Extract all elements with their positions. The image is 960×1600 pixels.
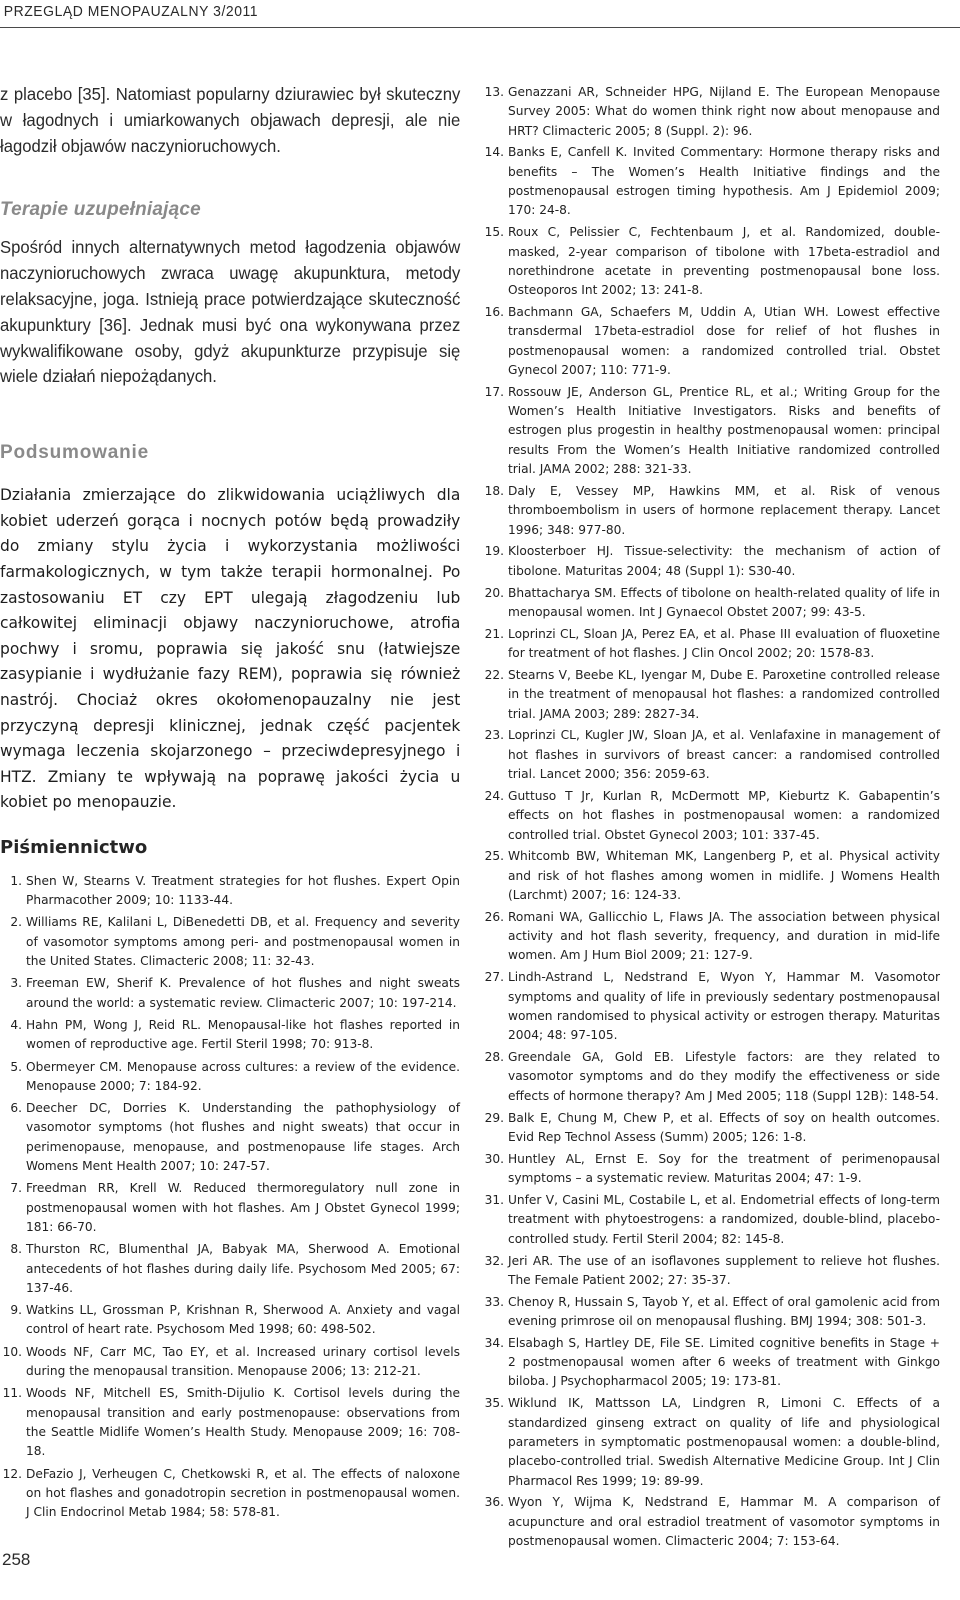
reference-number: 31.	[484, 1193, 504, 1208]
reference-number: 21.	[484, 626, 504, 641]
reference-number: 19.	[484, 544, 504, 559]
reference-text: Stearns V, Beebe KL, Iyengar M, Dube E. Paroxetine controlled release in the treatment of menopausal hot flashes: a randomized controlled trial. JAMA 2003; 289: 2827-34.	[508, 667, 940, 721]
reference-number: 17.	[484, 384, 504, 399]
reference-number: 11.	[2, 1386, 22, 1401]
reference-number: 27.	[484, 970, 504, 985]
reference-text: Lindh-Astrand L, Nedstrand E, Wyon Y, Hammar M. Vasomotor symptoms and quality of life in previously sedentary postmenopausal women randomised to physical activity or estrogen therapy. Maturitas 2004; 48: 97-105.	[508, 970, 940, 1043]
left-column	[0, 82, 460, 1525]
reference-text: Romani WA, Gallicchio L, Flaws JA. The association between physical activity and hot flash severity, frequency, and duration in mid-life women. Am J Hum Biol 2009; 21: 127-9.	[508, 909, 940, 963]
reference-item	[0, 872, 460, 911]
reference-item	[482, 482, 940, 540]
reference-item	[482, 1109, 940, 1148]
reference-item	[482, 666, 940, 724]
reference-text: Balk E, Chung M, Chew P, et al. Effects of soy on health outcomes. Evid Rep Technol Assess (Summ) 2005; 126: 1-8.	[508, 1110, 940, 1144]
intro-paragraph: z placebo [35]. Natomiast popularny dziurawiec był skuteczny w łagodnych i umiarkowanych objawach depresji, ale nie łagodził objawów naczynioruchowych.	[0, 84, 461, 156]
reference-number: 32.	[484, 1253, 504, 1268]
reference-number: 34.	[484, 1335, 504, 1350]
reference-number: 4.	[10, 1017, 22, 1032]
reference-item	[0, 974, 460, 1013]
reference-text: DeFazio J, Verheugen C, Chetkowski R, et al. The effects of naloxone on hot flashes and gonadotropin secretion in postmenopausal women. J Clin Endocrinol Metab 1984; 58: 578-81.	[26, 1466, 460, 1520]
reference-text: Loprinzi CL, Sloan JA, Perez EA, et al. Phase III evaluation of fluoxetine for treatment of hot flashes. J Clin Oncol 2002; 20: 1578-83.	[508, 626, 940, 661]
reference-text: Loprinzi CL, Kugler JW, Sloan JA, et al. Venlafaxine in management of hot flashes in survivors of breast cancer: a randomised controlled trial. Lancet 2000; 356: 2059-63.	[508, 728, 940, 782]
reference-item	[482, 847, 940, 905]
reference-item	[482, 383, 940, 479]
reference-number: 23.	[484, 728, 504, 743]
reference-number: 22.	[484, 667, 504, 682]
reference-number: 28.	[484, 1050, 504, 1065]
reference-item	[482, 787, 940, 845]
references-heading: Piśmiennictwo	[0, 836, 148, 858]
reference-text: Genazzani AR, Schneider HPG, Nijland E. The European Menopause Survey 2005: What do women think right now about menopause and HRT? Climacteric 2005; 8 (Suppl. 2): 96.	[508, 85, 940, 138]
reference-item	[482, 625, 940, 664]
reference-number: 7.	[10, 1181, 22, 1196]
reference-text: Huntley AL, Ernst E. Soy for the treatment of perimenopausal symptoms – a systematic review. Maturitas 2004; 47: 1-9.	[508, 1151, 940, 1186]
reference-number: 2.	[10, 915, 22, 930]
reference-text: Shen W, Stearns V. Treatment strategies for hot flushes. Expert Opin Pharmacother 2009; 10: 1133-44.	[26, 873, 460, 908]
reference-number: 33.	[484, 1294, 504, 1309]
reference-item	[482, 1150, 940, 1189]
reference-item	[482, 584, 940, 623]
reference-item	[0, 1465, 460, 1523]
reference-item	[482, 968, 940, 1045]
reference-text: Bhattacharya SM. Effects of tibolone on health-related quality of life in menopausal women. Int J Gynaecol Obstet 2007; 99: 43-5.	[508, 585, 940, 619]
reference-number: 9.	[10, 1303, 22, 1318]
reference-text: Hahn PM, Wong J, Reid RL. Menopausal-like hot flashes reported in women of reproductive age. Fertil Steril 1998; 70: 913-8.	[26, 1017, 460, 1052]
reference-item	[0, 913, 460, 971]
reference-item	[482, 542, 940, 581]
reference-text: Jeri AR. The use of an isoflavones supplement to relieve hot flushes. The Female Patient 2002; 27: 35-37.	[508, 1253, 940, 1287]
summary-paragraph: Działania zmierzające do zlikwidowania uciążliwych dla kobiet uderzeń gorąca i nocnych potów będą prowadziły do zmiany stylu życia i wykorzystania możliwości farmakologicznych, w tym także terapii hormonalnej. Po zastosowaniu ET czy EPT ulegają złagodzeniu lub całkowitej eliminacji objawy naczynioruchowe, atrofia pochwy i sromu, poprawia się jakość snu (łatwiejsze zasypianie i wydłużanie fazy REM), poprawia się również nastrój. Chociaż okres okołomenopauzalny nie jest przyczyną depresji klinicznej, jednak część pacjentek wymaga leczenia skojarzonego – przeciwdepresyjnego i HTZ. Zmiany te wpływają na poprawę jakości życia u kobiet po menopauzie.	[0, 485, 461, 812]
journal-header: PRZEGLĄD MENOPAUZALNY 3/2011	[3, 3, 259, 20]
reference-item	[482, 726, 940, 784]
reference-item	[482, 143, 940, 220]
reference-text: Greendale GA, Gold EB. Lifestyle factors: are they related to vasomotor symptoms and do they modify the effectiveness or side effects of hormone therapy? Am J Med 2005; 118 (Suppl 12B): 148-54.	[508, 1050, 940, 1103]
reference-text: Obermeyer CM. Menopause across cultures: a review of the evidence. Menopause 2000; 7: 184-92.	[26, 1059, 460, 1093]
reference-number: 6.	[10, 1101, 22, 1116]
reference-item	[0, 1058, 460, 1097]
complementary-therapies-heading: Terapie uzupełniające	[0, 199, 201, 221]
reference-item	[482, 1191, 940, 1249]
reference-item	[0, 1384, 460, 1461]
reference-number: 18.	[484, 483, 504, 498]
reference-item	[482, 1252, 940, 1291]
reference-item	[482, 1394, 940, 1490]
reference-number: 8.	[10, 1242, 22, 1257]
reference-item	[0, 1099, 460, 1176]
reference-text: Elsabagh S, Hartley DE, File SE. Limited cognitive benefits in Stage + 2 postmenopausal women after 6 weeks of treatment with Ginkgo biloba. J Psychopharmacol 2005; 19: 173-81.	[508, 1335, 940, 1389]
reference-number: 35.	[484, 1396, 504, 1411]
reference-item	[482, 1293, 940, 1332]
reference-number: 1.	[10, 873, 22, 888]
reference-number: 13.	[484, 85, 504, 99]
reference-text: Chenoy R, Hussain S, Tayob Y, et al. Effect of oral gamolenic acid from evening primrose oil on menopausal flushing. BMJ 1994; 308: 501-3.	[508, 1294, 940, 1328]
reference-number: 20.	[484, 585, 504, 600]
references-list-left	[0, 872, 460, 1523]
reference-number: 10.	[2, 1344, 22, 1359]
reference-item	[0, 1343, 460, 1382]
reference-item	[0, 1016, 460, 1055]
right-column	[482, 83, 940, 1554]
reference-text: Deecher DC, Dorries K. Understanding the pathophysiology of vasomotor symptoms (hot flushes and night sweats) that occur in perimenopause, menopause, and postmenopause life stages. Arch Womens Ment Health 2007; 10: 247-57.	[26, 1101, 460, 1174]
reference-text: Kloosterboer HJ. Tissue-selectivity: the mechanism of action of tibolone. Maturitas 2004; 48 (Suppl 1): S30-40.	[508, 544, 940, 578]
reference-text: Woods NF, Carr MC, Tao EY, et al. Increased urinary cortisol levels during the menopausal transition. Menopause 2006; 13: 212-21.	[26, 1344, 460, 1379]
complementary-therapies-paragraph: Spośród innych alternatywnych metod łagodzenia objawów naczynioruchowych zwraca uwagę akupunktura, metody relaksacyjne, joga. Istnieją prace potwierdzające skuteczność akupunktury [36]. Jednak musi być ona wykonywana przez wykwalifikowane osoby, gdyż akupunkturze przypisuje się wiele działań niepożądanych.	[0, 237, 461, 387]
reference-text: Freeman EW, Sherif K. Prevalence of hot flushes and night sweats around the world: a systematic review. Climacteric 2007; 10: 197-214.	[26, 976, 460, 1010]
reference-number: 25.	[484, 849, 504, 864]
reference-item	[482, 1493, 940, 1551]
reference-number: 30.	[484, 1151, 504, 1166]
reference-text: Bachmann GA, Schaefers M, Uddin A, Utian WH. Lowest effective transdermal 17beta-estradiol dose for relief of hot flushes in postmenopausal women: a randomized controlled trial. Obstet Gynecol 2007; 110: 771-9.	[508, 305, 940, 377]
reference-number: 26.	[484, 909, 504, 924]
reference-number: 24.	[484, 788, 504, 803]
reference-item	[482, 83, 940, 141]
reference-item	[0, 1240, 460, 1298]
reference-text: Wiklund IK, Mattsson LA, Lindgren R, Limoni C. Effects of a standardized ginseng extract on quality of life and physiological parameters in symptomatic postmenopausal women: a double-blind, placebo-controlled trial. Swedish Alternative Medicine Group. Int J Clin Pharmacol Res 1999; 19: 89-99.	[508, 1396, 940, 1488]
reference-number: 14.	[484, 145, 504, 160]
reference-item	[482, 303, 940, 380]
reference-item	[482, 1048, 940, 1106]
reference-text: Banks E, Canfell K. Invited Commentary: Hormone therapy risks and benefits – The Women’s Health Initiative findings and the postmenopausal estrogen timing hypothesis. Am J Epidemiol 2009; 170: 24-8.	[508, 145, 940, 218]
reference-item	[0, 1301, 460, 1340]
reference-text: Daly E, Vessey MP, Hawkins MM, et al. Risk of venous thromboembolism in users of hormone replacement therapy. Lancet 1996; 348: 977-80.	[508, 483, 940, 537]
reference-text: Rossouw JE, Anderson GL, Prentice RL, et al.; Writing Group for the Women’s Health Initiative Investigators. Risks and benefits of estrogen plus progestin in healthy postmenopausal women: principal results From the Women’s Health Initiative randomized controlled trial. JAMA 2002; 288: 321-33.	[508, 384, 940, 477]
reference-text: Freedman RR, Krell W. Reduced thermoregulatory null zone in postmenopausal women with hot flashes. Am J Obstet Gynecol 1999; 181: 66-70.	[26, 1181, 460, 1234]
reference-text: Wyon Y, Wijma K, Nedstrand E, Hammar M. A comparison of acupuncture and oral estradiol treatment of vasomotor symptoms in postmenopausal women. Climacteric 2004; 7: 153-64.	[508, 1495, 940, 1549]
reference-number: 3.	[10, 976, 22, 991]
reference-number: 5.	[10, 1059, 22, 1074]
header-rule	[0, 27, 960, 28]
reference-number: 29.	[484, 1110, 504, 1125]
reference-text: Thurston RC, Blumenthal JA, Babyak MA, Sherwood A. Emotional antecedents of hot flashes during daily life. Psychosom Med 2005; 67: 137-46.	[26, 1242, 460, 1295]
reference-item	[482, 908, 940, 966]
reference-number: 16.	[484, 305, 504, 320]
reference-item	[482, 1334, 940, 1392]
reference-text: Guttuso T Jr, Kurlan R, McDermott MP, Kieburtz K. Gabapentin’s effects on hot flashes in postmenopausal women: a randomized controlled trial. Obstet Gynecol 2003; 101: 337-45.	[508, 788, 940, 842]
reference-item	[0, 1179, 460, 1237]
reference-number: 12.	[2, 1466, 22, 1481]
reference-text: Unfer V, Casini ML, Costabile L, et al. Endometrial effects of long-term treatment with phytoestrogens: a randomized, double-blind, placebo-controlled study. Fertil Steril 2004; 82: 145-8.	[508, 1193, 940, 1246]
reference-text: Watkins LL, Grossman P, Krishnan R, Sherwood A. Anxiety and vagal control of heart rate. Psychosom Med 1998; 60: 498-502.	[26, 1303, 460, 1337]
reference-text: Roux C, Pelissier C, Fechtenbaum J, et al. Randomized, double-masked, 2-year comparison of tibolone with 17beta-estradiol and norethindrone acetate in preventing postmenopausal bone loss. Osteoporos Int 2002; 13: 241-8.	[508, 225, 940, 298]
reference-number: 36.	[484, 1495, 504, 1510]
reference-text: Williams RE, Kalilani L, DiBenedetti DB, et al. Frequency and severity of vasomotor symptoms among peri- and postmenopausal women in the United States. Climacteric 2008; 11: 32-43.	[26, 915, 460, 969]
reference-text: Woods NF, Mitchell ES, Smith-Dijulio K. Cortisol levels during the menopausal transition and early postmenopause: observations from the Seattle Midlife Women’s Health Study. Menopause 2009; 16: 708-18.	[26, 1386, 460, 1459]
references-list-right	[482, 83, 940, 1551]
reference-number: 15.	[484, 225, 504, 240]
page-number: 258	[2, 1550, 31, 1569]
reference-text: Whitcomb BW, Whiteman MK, Langenberg P, et al. Physical activity and risk of hot flashes among women in midlife. J Womens Health (Larchmt) 2007; 16: 124-33.	[508, 849, 940, 902]
reference-item	[482, 223, 940, 300]
summary-heading: Podsumowanie	[0, 442, 149, 464]
